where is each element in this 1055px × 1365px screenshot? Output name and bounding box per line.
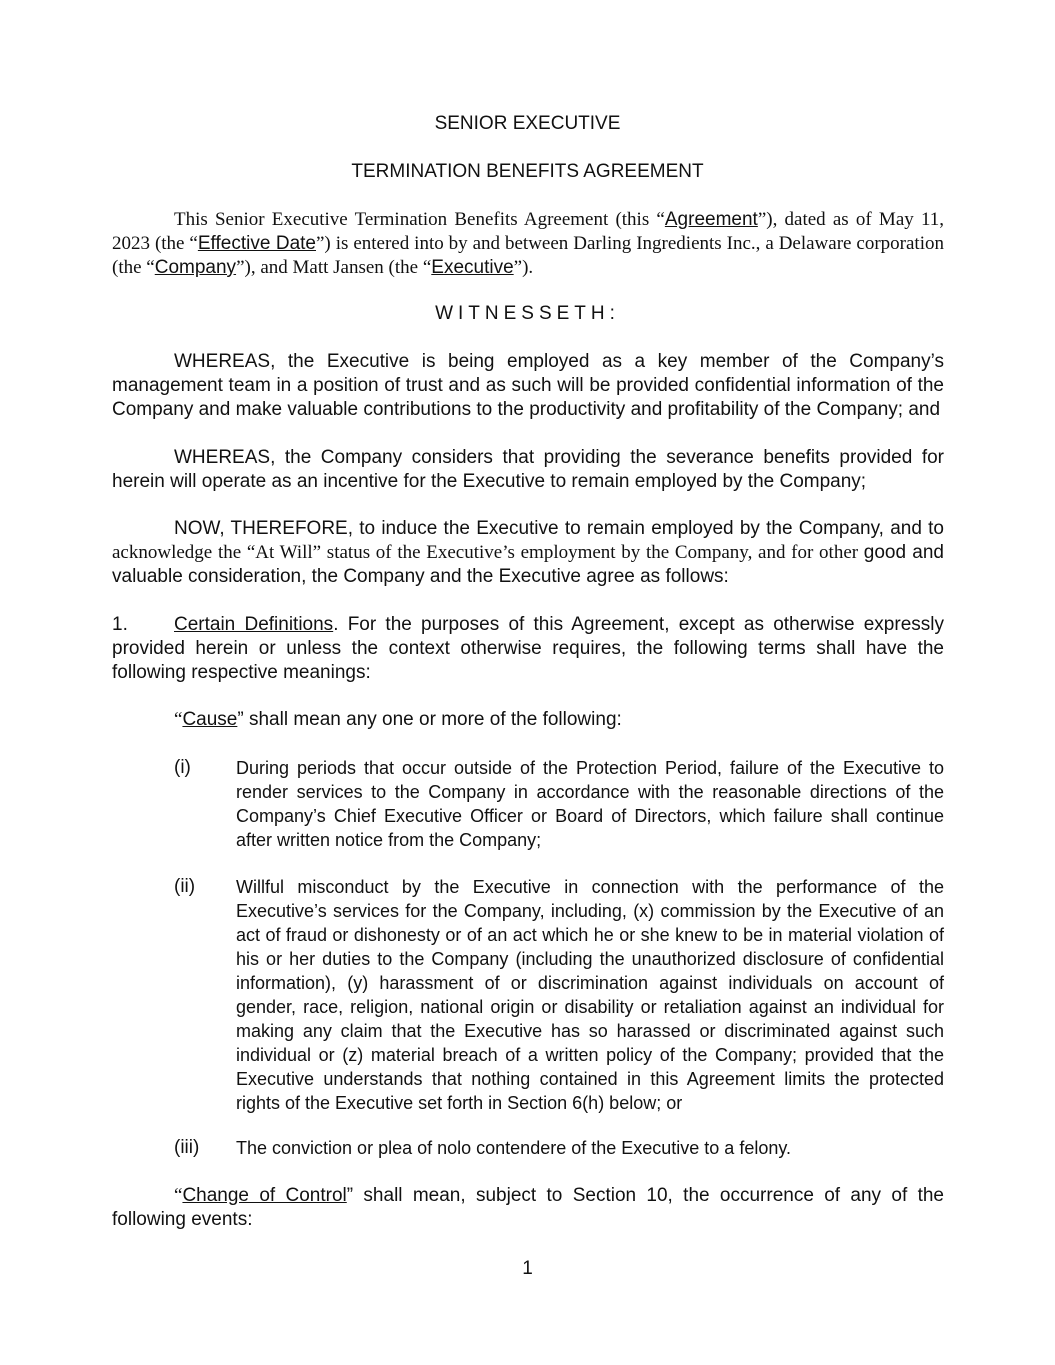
section-1-paragraph: 1. Certain Definitions. For the purposes of this Agreement, except as otherwise expressly provided herein or unless the context otherwise requires, the following terms shall have the following respective meanings: xyxy=(112,614,944,683)
defined-term-cause: Cause xyxy=(182,709,238,730)
page-number: 1 xyxy=(522,1258,533,1279)
change-of-control-definition: “Change of Control” shall mean, subject to Section 10, the occurrence of any of the following events: xyxy=(112,1185,944,1230)
defined-term-effective-date: Effective Date xyxy=(197,233,316,254)
item-text-i: During periods that occur outside of the Protection Period, failure of the Executive to render services to the Company in accordance with the reasonable directions of the Company’s Chief Executive Officer or Board of Directors, which failure shall continue after written notice from the Company; xyxy=(236,758,944,850)
intro-paragraph: This Senior Executive Termination Benefits Agreement (this “Agreement”), dated as of May 11, 2023 (the “Effective Date”) is entered into by and between Darling Ingredients Inc., a Delaware corporation (the “Company”), and Matt Jansen (the “Executive”). xyxy=(112,209,944,278)
whereas-paragraph-1: WHEREAS, the Executive is being employed as a key member of the Company’s management team in a position of trust and as such will be provided confidential information of the Company and make valuable contributions to the productivity and profitability of the Company; and xyxy=(112,351,944,420)
section-1-heading: Certain Definitions xyxy=(174,614,334,635)
item-text-iii: The conviction or plea of nolo contendere of the Executive to a felony. xyxy=(236,1138,792,1158)
now-therefore-paragraph: NOW, THEREFORE, to induce the Executive to remain employed by the Company, and to acknowledge the “At Will” status of the Executive’s employment by the Company, and for other good and valuable consideration, the Company and the Executive agree as follows: xyxy=(112,518,945,587)
defined-term-company: Company xyxy=(154,257,237,278)
whereas-paragraph-2: WHEREAS, the Company considers that providing the severance benefits provided for herein will operate as an incentive for the Executive to remain employed by the Company; xyxy=(112,447,944,492)
title-line-1: SENIOR EXECUTIVE xyxy=(434,113,621,134)
item-number-ii: (ii) xyxy=(174,876,196,897)
item-text-ii: Willful misconduct by the Executive in connection with the performance of the Executive’s services for the Company, including, (x) commission by the Executive of an act of fraud or dishonesty or of an act which he or she knew to be in material violation of his or her duties to the Company (including the unauthorized disclosure of confidential information), (y) harassment of or discrimination against individuals on account of gender, race, religion, national origin or disability or retaliation against an individual for making any claim that the Executive has so harassed or discriminated against such individual or (z) material breach of a written policy of the Company; provided that the Executive understands that nothing contained in this Agreement limits the protected rights of the Executive set forth in Section 6(h) below; or xyxy=(236,877,944,1113)
item-number-i: (i) xyxy=(174,757,191,778)
whereas-lead: WHEREAS, xyxy=(174,351,276,372)
defined-term-change-of-control: Change of Control xyxy=(182,1185,347,1206)
cause-definition: “Cause” shall mean any one or more of the following: xyxy=(174,709,622,730)
witnesseth-heading: WITNESSETH: xyxy=(435,303,620,324)
defined-term-executive: Executive xyxy=(431,257,514,278)
section-1-number: 1. xyxy=(112,614,128,635)
defined-term-agreement: Agreement xyxy=(664,209,758,230)
item-number-iii: (iii) xyxy=(174,1137,200,1158)
title-line-2: TERMINATION BENEFITS AGREEMENT xyxy=(351,161,704,182)
